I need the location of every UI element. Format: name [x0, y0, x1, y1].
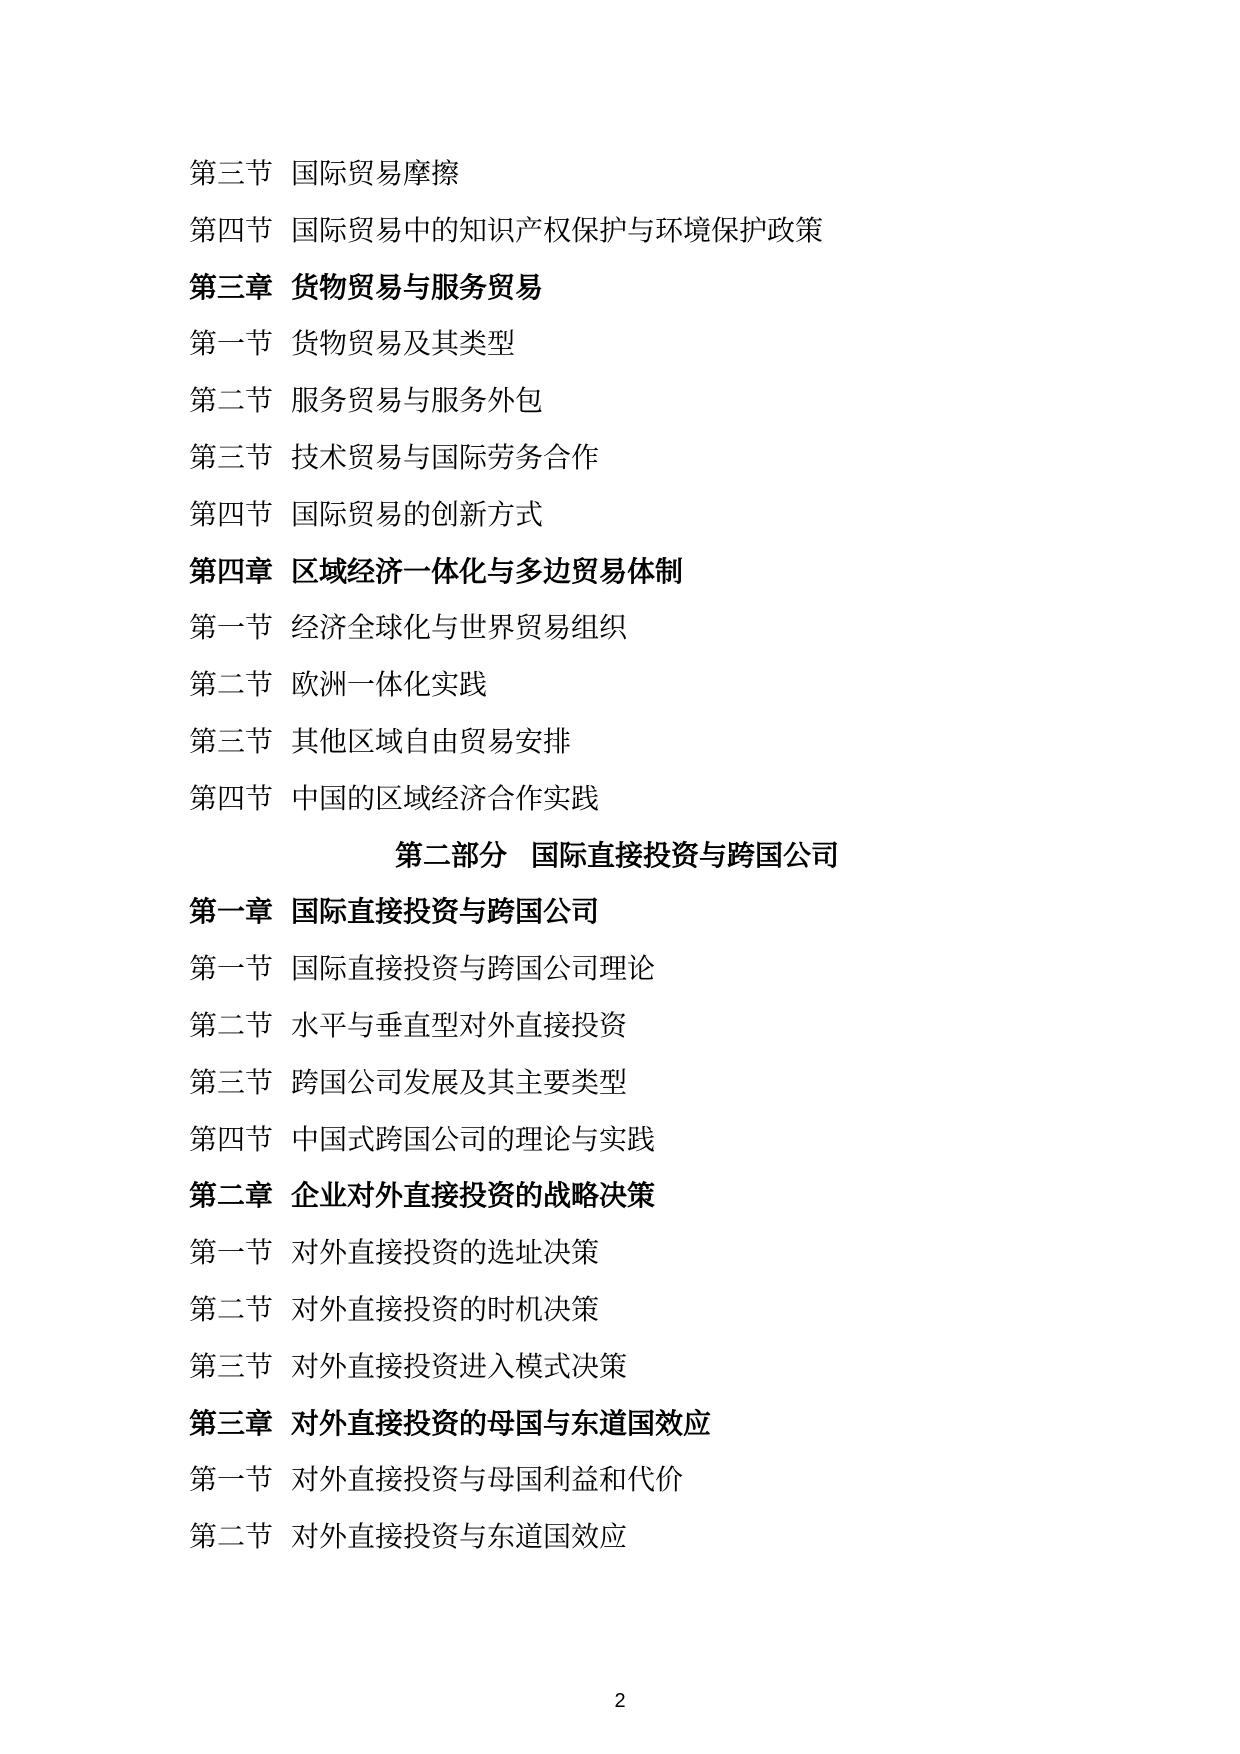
toc-entry-25 — [189, 1509, 1189, 1566]
toc-chapter-label: 第一章 — [189, 895, 274, 929]
toc-entry-label: 第一节 — [189, 1463, 274, 1497]
toc-entry-1 — [189, 146, 1189, 203]
toc-entry-title: 对外直接投资与母国利益和代价 — [291, 1463, 684, 1497]
toc-entry-label: 第四节 — [189, 213, 274, 247]
toc-entry-label: 第一节 — [189, 952, 274, 986]
table-of-contents — [189, 146, 1189, 1566]
toc-entry-12 — [189, 771, 1189, 828]
toc-entry-label: 第三节 — [189, 724, 274, 758]
toc-entry-title: 跨国公司发展及其主要类型 — [291, 1065, 628, 1099]
toc-entry-title: 国际直接投资与跨国公司理论 — [291, 952, 656, 986]
toc-entry-22 — [189, 1339, 1189, 1396]
toc-entry-title: 对外直接投资进入模式决策 — [291, 1349, 628, 1383]
toc-entry-15 — [189, 941, 1189, 998]
toc-entry-20 — [189, 1225, 1189, 1282]
toc-entry-title: 中国式跨国公司的理论与实践 — [291, 1122, 656, 1156]
page-number: 2 — [614, 1690, 626, 1712]
toc-entry-label: 第二节 — [189, 384, 274, 418]
toc-chapter-8 — [189, 544, 1189, 601]
toc-chapter-label: 第三章 — [189, 1406, 274, 1440]
toc-entry-6 — [189, 430, 1189, 487]
toc-entry-title: 国际贸易的创新方式 — [291, 497, 544, 531]
toc-entry-2 — [189, 203, 1189, 260]
toc-chapter-title: 区域经济一体化与多边贸易体制 — [291, 554, 684, 588]
toc-chapter-title: 企业对外直接投资的战略决策 — [291, 1179, 656, 1213]
toc-chapter-23 — [189, 1396, 1189, 1453]
toc-chapter-title: 对外直接投资的母国与东道国效应 — [291, 1406, 712, 1440]
toc-entry-title: 国际贸易摩擦 — [291, 157, 460, 190]
toc-entry-label: 第一节 — [189, 327, 274, 361]
toc-entry-label: 第一节 — [189, 1236, 274, 1270]
toc-chapter-title: 货物贸易与服务贸易 — [291, 270, 544, 304]
toc-entry-title: 水平与垂直型对外直接投资 — [291, 1008, 628, 1042]
toc-entry-label: 第四节 — [189, 781, 274, 815]
toc-entry-title: 欧洲一体化实践 — [291, 668, 488, 702]
toc-entry-label: 第三节 — [189, 1065, 274, 1099]
toc-entry-label: 第一节 — [189, 611, 274, 645]
toc-entry-11 — [189, 714, 1189, 771]
toc-entry-24 — [189, 1452, 1189, 1509]
toc-entry-title: 货物贸易及其类型 — [291, 327, 516, 361]
toc-entry-18 — [189, 1112, 1189, 1169]
toc-chapter-label: 第四章 — [189, 554, 274, 588]
toc-entry-title: 经济全球化与世界贸易组织 — [291, 611, 628, 645]
toc-entry-label: 第二节 — [189, 1292, 274, 1326]
toc-part-title: 国际直接投资与跨国公司 — [531, 838, 840, 872]
toc-entry-5 — [189, 373, 1189, 430]
toc-chapter-19 — [189, 1168, 1189, 1225]
toc-entry-10 — [189, 657, 1189, 714]
toc-entry-17 — [189, 1055, 1189, 1112]
toc-chapter-label: 第三章 — [189, 270, 274, 304]
toc-entry-title: 对外直接投资的选址决策 — [291, 1236, 600, 1270]
toc-part-heading — [189, 828, 1189, 885]
toc-chapter-label: 第二章 — [189, 1179, 274, 1213]
toc-entry-title: 中国的区域经济合作实践 — [291, 781, 600, 815]
toc-chapter-3 — [189, 260, 1189, 317]
toc-part-label: 第二部分 — [395, 838, 508, 872]
toc-entry-label: 第二节 — [189, 1520, 274, 1554]
toc-entry-16 — [189, 998, 1189, 1055]
toc-entry-label: 第三节 — [189, 1349, 274, 1383]
toc-chapter-title: 国际直接投资与跨国公司 — [291, 895, 600, 929]
toc-entry-label: 第四节 — [189, 1122, 274, 1156]
toc-entry-9 — [189, 600, 1189, 657]
toc-entry-4 — [189, 316, 1189, 373]
toc-entry-7 — [189, 487, 1189, 544]
toc-entry-title: 对外直接投资与东道国效应 — [291, 1520, 628, 1554]
toc-entry-label: 第二节 — [189, 668, 274, 702]
toc-entry-21 — [189, 1282, 1189, 1339]
toc-chapter-14 — [189, 884, 1189, 941]
toc-entry-title: 对外直接投资的时机决策 — [291, 1292, 600, 1326]
toc-entry-label: 第四节 — [189, 497, 274, 531]
toc-entry-title: 国际贸易中的知识产权保护与环境保护政策 — [291, 213, 824, 247]
toc-entry-label: 第三节 — [189, 157, 274, 190]
toc-entry-label: 第三节 — [189, 440, 274, 474]
toc-entry-title: 技术贸易与国际劳务合作 — [291, 440, 600, 474]
toc-entry-label: 第二节 — [189, 1008, 274, 1042]
toc-entry-title: 其他区域自由贸易安排 — [291, 724, 572, 758]
toc-entry-title: 服务贸易与服务外包 — [291, 384, 544, 418]
